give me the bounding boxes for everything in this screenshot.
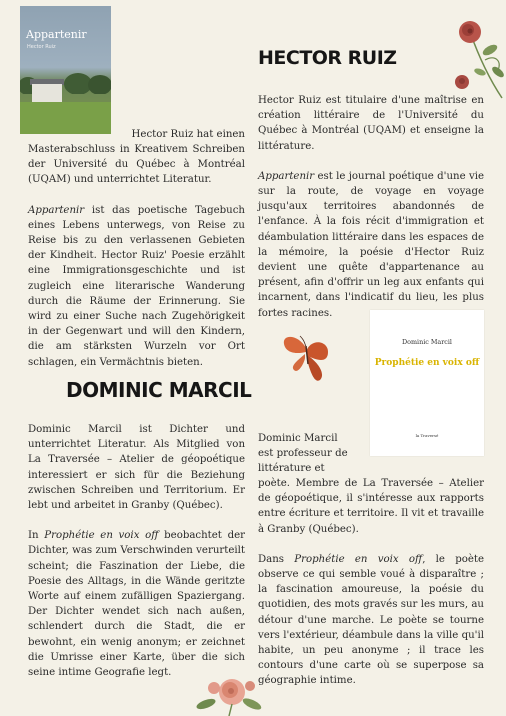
dominic-work-text-fr: , le poète observe ce qui semble voué à disparaître ; la fascination amoureuse, la poésie du quotidien, des mots gravés sur les murs, au détour d'une marche. Le poète se tourne vers l'extérieur, déambule dans la ville qu'il habite, un peu anonyme ; il trace les contours d'une carte où se superpose sa géographie intime. [258, 553, 484, 687]
dominic-bio-fr-line3: littérature et [258, 463, 325, 474]
hector-work-title-fr: Appartenir [258, 170, 315, 182]
butterfly-icon [280, 330, 332, 384]
hector-bio-de: Masterabschluss in Kreativem Schreiben der Université du Québec à Montréal (UQAM) und unterrichtet Literatur. [28, 144, 245, 186]
hector-bio-fr: Hector Ruiz est titulaire d'une maîtrise en création littéraire de l'Université du Québec à Montréal (UQAM) et enseigne la littérature. [258, 95, 484, 152]
dominic-text-fr [258, 476, 484, 689]
flower-bouquet-icon [194, 674, 264, 716]
cover-author: Dominic Marcil [402, 338, 452, 346]
dominic-bio-de: Dominic Marcil ist Dichter und unterrichtet Literatur. Als Mitglied von La Traversée – Atelier de géopoétique interessiert er sich für die Beziehung zwischen Schreiben und Territorium. Er lebt und arbeitet in Granby (Québec). [28, 424, 245, 512]
cover-author: Hector Ruiz [27, 44, 56, 50]
hector-work-fr [258, 169, 484, 321]
cover-title: Prophétie en voix off [374, 358, 480, 368]
dominic-work-text-de: beobachtet der Dichter, was zum Verschwinden verurteilt scheint; die Faszination der Liebe, die Poesie des Alltags, in die Wände geritzte Worte auf einem zufälligen Spaziergang. Der Dichter wendet sich nach außen, schlendert durch die Stadt, die er bewohnt, ein wenig anonym; er zeichnet die Umrisse einer Karte, über die sich seine intime Geografie legt. [28, 530, 245, 679]
hector-work-text-fr: est le journal poétique d'une vie sur la route, de voyage en voyage jusqu'aux territoires abandonnés de l'enfance. À la fois récit d'immigration et déambulation littéraire dans les espaces de la mémoire, la poésie d'Hector Ruiz devient une quête d'appartenance au présent, afin d'offrir un leg aux enfants qui incarnent, dans l'indicatif du lieu, les plus fortes racines. [258, 170, 484, 319]
cover-house [32, 84, 62, 102]
book-cover-appartenir [20, 6, 111, 134]
dominic-text-de [28, 422, 245, 680]
hector-bio-de-line1: Hector Ruiz hat einen [131, 129, 245, 140]
dominic-work-title-fr: Prophétie en voix off [294, 553, 423, 565]
dominic-bio-fr-line2: est professeur de [258, 448, 348, 459]
book-cover-prophetie [370, 310, 484, 456]
cover-title: Appartenir [26, 28, 87, 41]
cover-field [20, 102, 111, 134]
dominic-bio-fr: poète. Membre de La Traversée – Atelier de géopoétique, il s'intéresse aux rapports entre écriture et territoire. Il vit et travaille à Granby (Québec). [258, 478, 484, 535]
hector-work-title-de: Appartenir [28, 204, 85, 216]
dominic-work-fr [258, 552, 484, 689]
dominic-work-intro-de: In [28, 530, 45, 542]
cover-publisher: la Traversé [415, 433, 439, 438]
hector-work-de [28, 203, 245, 370]
dominic-bio-fr-line1: Dominic Marcil [258, 433, 338, 444]
hector-work-text-de: ist das poetische Tagebuch eines Lebens unterwegs, von Reise zu Reise bis zu den verlassenen Gebieten der Kindheit. Hector Ruiz' Poesie erzählt eine Immigrationsgeschichte und ist zugleich eine literarische Wanderung durch die Räume der Erinnerung. Sie wird zu einer Suche nach Zugehörigkeit in der Gegenwart und will den Kindern, die am stärksten Wurzeln vor Ort schlagen, ein Vermächtnis bieten. [28, 204, 245, 368]
dominic-work-de [28, 528, 245, 680]
hector-text-de [28, 142, 245, 370]
rose-branch-icon [440, 10, 506, 100]
hector-text-fr [258, 93, 484, 321]
hector-heading: HECTOR RUIZ [258, 47, 397, 69]
dominic-work-title-de: Prophétie en voix off [44, 530, 159, 542]
dominic-heading: DOMINIC MARCIL [66, 378, 252, 402]
dominic-work-intro-fr: Dans [258, 553, 295, 565]
